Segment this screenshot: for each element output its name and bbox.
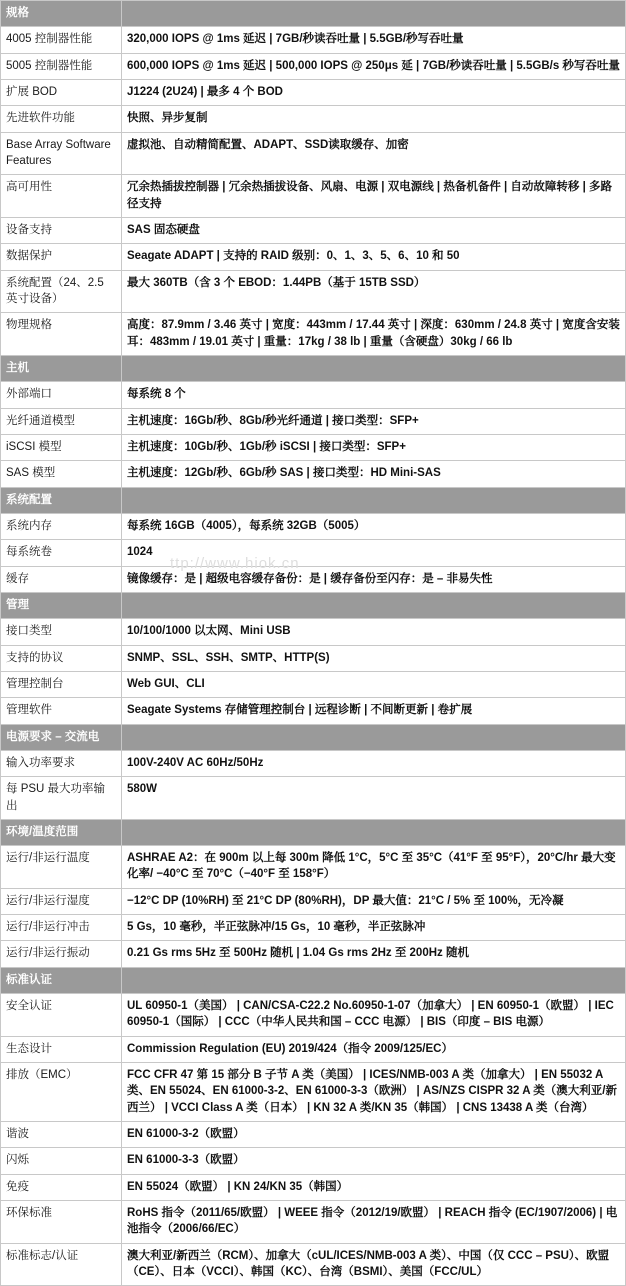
table-row (1, 994, 626, 1037)
section-title-filler (122, 819, 626, 845)
section-title-filler (122, 967, 626, 993)
table-row (1, 1063, 626, 1122)
spec-value: UL 60950-1（美国） | CAN/CSA-C22.2 No.60950-1-07（加拿大） | EN 60950-1（欧盟） | IEC 60950-1（国际） | CCC（中华人民共和国 – CCC 电源） | BIS（印度 – BIS 电源） (122, 994, 626, 1037)
spec-label: 运行/非运行振动 (1, 941, 122, 967)
table-row (1, 915, 626, 941)
spec-label: 物理规格 (1, 313, 122, 356)
table-row (1, 777, 626, 820)
table-row (1, 645, 626, 671)
table-row (1, 79, 626, 105)
spec-value: 0.21 Gs rms 5Hz 至 500Hz 随机 | 1.04 Gs rms 2Hz 至 200Hz 随机 (122, 941, 626, 967)
table-row (1, 750, 626, 776)
table-row (1, 1036, 626, 1062)
spec-label: 生态设计 (1, 1036, 122, 1062)
spec-label: 管理控制台 (1, 671, 122, 697)
section-title-filler (122, 355, 626, 381)
table-row (1, 244, 626, 270)
table-row (1, 566, 626, 592)
spec-value: Commission Regulation (EU) 2019/424（指令 2009/125/EC） (122, 1036, 626, 1062)
table-row (1, 1243, 626, 1286)
table-row (1, 540, 626, 566)
spec-value: EN 61000-3-3（欧盟） (122, 1148, 626, 1174)
spec-label: 数据保护 (1, 244, 122, 270)
table-row (1, 619, 626, 645)
spec-value: ASHRAE A2：在 900m 以上每 300m 降低 1°C，5°C 至 35°C（41°F 至 95°F），20°C/hr 最大变化率/ −40°C 至 70°C（−40°F 至 158°F） (122, 846, 626, 889)
section-title-filler (122, 1, 626, 27)
section-title: 主机 (1, 355, 122, 381)
spec-value: 5 Gs，10 毫秒，半正弦脉冲/15 Gs，10 毫秒，半正弦脉冲 (122, 915, 626, 941)
spec-label: 先进软件功能 (1, 106, 122, 132)
spec-value: 600,000 IOPS @ 1ms 延迟 | 500,000 IOPS @ 250μs 延 | 7GB/秒读吞吐量 | 5.5GB/s 秒写吞吐量 (122, 53, 626, 79)
section-title: 环境/温度范围 (1, 819, 122, 845)
table-row (1, 1201, 626, 1244)
spec-label: 排放（EMC） (1, 1063, 122, 1122)
table-row (1, 382, 626, 408)
section-title-filler (122, 487, 626, 513)
spec-value: FCC CFR 47 第 15 部分 B 子节 A 类（美国） | ICES/NMB-003 A 类（加拿大） | EN 55032 A 类、EN 55024、EN 61000-3-2、EN 61000-3-3（欧洲） | AS/NZS CISPR 32 A 类（澳大利亚/新西兰） | VCCI Class A 类（日本） | KN 32 A 类/KN 35（韩国） | CNS 13438 A 类（台湾） (122, 1063, 626, 1122)
spec-label: 环保标准 (1, 1201, 122, 1244)
table-row (1, 53, 626, 79)
section-header-row (1, 592, 626, 618)
spec-value: RoHS 指令（2011/65/欧盟） | WEEE 指令（2012/19/欧盟） | REACH 指令 (EC/1907/2006) | 电池指令（2006/66/EC） (122, 1201, 626, 1244)
spec-value: 镜像缓存：是 | 超级电容缓存备份：是 | 缓存备份至闪存：是 – 非易失性 (122, 566, 626, 592)
spec-value: Web GUI、CLI (122, 671, 626, 697)
spec-label: 接口类型 (1, 619, 122, 645)
spec-label: 缓存 (1, 566, 122, 592)
table-row (1, 698, 626, 724)
spec-value: EN 61000-3-2（欧盟） (122, 1122, 626, 1148)
section-title-filler (122, 592, 626, 618)
spec-value: 高度：87.9mm / 3.46 英寸 | 宽度：443mm / 17.44 英寸 | 深度：630mm / 24.8 英寸 | 宽度含安装耳：483mm / 19.01 英寸 | 重量：17kg / 38 lb | 重量（含硬盘）30kg / 66 lb (122, 313, 626, 356)
spec-label: 每 PSU 最大功率输出 (1, 777, 122, 820)
table-row (1, 1174, 626, 1200)
spec-label: 每系统卷 (1, 540, 122, 566)
table-row (1, 313, 626, 356)
spec-value: −12°C DP (10%RH) 至 21°C DP (80%RH)，DP 最大值：21°C / 5% 至 100%，无冷凝 (122, 888, 626, 914)
spec-value: 主机速度：16Gb/秒、8Gb/秒光纤通道 | 接口类型：SFP+ (122, 408, 626, 434)
spec-label: 谐波 (1, 1122, 122, 1148)
spec-label: 设备支持 (1, 217, 122, 243)
table-row (1, 941, 626, 967)
section-header-row (1, 1, 626, 27)
table-row (1, 106, 626, 132)
table-row (1, 671, 626, 697)
spec-label: 外部端口 (1, 382, 122, 408)
spec-label: 支持的协议 (1, 645, 122, 671)
section-title-filler (122, 724, 626, 750)
spec-value: J1224 (2U24) | 最多 4 个 BOD (122, 79, 626, 105)
spec-value: 主机速度：12Gb/秒、6Gb/秒 SAS | 接口类型：HD Mini-SAS (122, 461, 626, 487)
spec-value: 快照、异步复制 (122, 106, 626, 132)
watermark: ttp://www.hiok.cn (170, 555, 300, 572)
spec-label: 免疫 (1, 1174, 122, 1200)
table-row (1, 513, 626, 539)
spec-label: 4005 控制器性能 (1, 27, 122, 53)
spec-label: 标准标志/认证 (1, 1243, 122, 1286)
spec-label: 5005 控制器性能 (1, 53, 122, 79)
table-row (1, 888, 626, 914)
table-row (1, 461, 626, 487)
spec-value: SNMP、SSL、SSH、SMTP、HTTP(S) (122, 645, 626, 671)
section-title: 电源要求 – 交流电 (1, 724, 122, 750)
spec-label: 系统内存 (1, 513, 122, 539)
spec-label: iSCSI 模型 (1, 434, 122, 460)
spec-value: Seagate Systems 存储管理控制台 | 远程诊断 | 不间断更新 | 卷扩展 (122, 698, 626, 724)
spec-value: 1024 (122, 540, 626, 566)
spec-label: 系统配置（24、2.5 英寸设备） (1, 270, 122, 313)
spec-value: 主机速度：10Gb/秒、1Gb/秒 iSCSI | 接口类型：SFP+ (122, 434, 626, 460)
spec-value: 每系统 8 个 (122, 382, 626, 408)
table-row (1, 434, 626, 460)
table-row (1, 217, 626, 243)
table-row (1, 1148, 626, 1174)
section-header-row (1, 967, 626, 993)
spec-label: 管理软件 (1, 698, 122, 724)
table-row (1, 408, 626, 434)
section-title: 系统配置 (1, 487, 122, 513)
table-row (1, 27, 626, 53)
spec-value: SAS 固态硬盘 (122, 217, 626, 243)
table-row (1, 132, 626, 175)
spec-label: 运行/非运行温度 (1, 846, 122, 889)
spec-value: Seagate ADAPT | 支持的 RAID 级别：0、1、3、5、6、10 和 50 (122, 244, 626, 270)
spec-value: 580W (122, 777, 626, 820)
section-header-row (1, 355, 626, 381)
spec-value: 320,000 IOPS @ 1ms 延迟 | 7GB/秒读吞吐量 | 5.5GB/秒写吞吐量 (122, 27, 626, 53)
spec-value: EN 55024（欧盟） | KN 24/KN 35（韩国） (122, 1174, 626, 1200)
section-title: 管理 (1, 592, 122, 618)
table-row (1, 846, 626, 889)
table-body (1, 1, 626, 1286)
section-header-row (1, 819, 626, 845)
spec-value: 100V-240V AC 60Hz/50Hz (122, 750, 626, 776)
section-header-row (1, 487, 626, 513)
spec-label: 闪烁 (1, 1148, 122, 1174)
section-title: 标准认证 (1, 967, 122, 993)
spec-label: 输入功率要求 (1, 750, 122, 776)
spec-value: 10/100/1000 以太网、Mini USB (122, 619, 626, 645)
spec-value: 冗余热插拔控制器 | 冗余热插拔设备、风扇、电源 | 双电源线 | 热备机备件 | 自动故障转移 | 多路径支持 (122, 175, 626, 218)
section-title: 规格 (1, 1, 122, 27)
spec-label: 高可用性 (1, 175, 122, 218)
table-row (1, 270, 626, 313)
spec-label: 运行/非运行湿度 (1, 888, 122, 914)
table-row (1, 175, 626, 218)
spec-label: 扩展 BOD (1, 79, 122, 105)
spec-label: 运行/非运行冲击 (1, 915, 122, 941)
spec-label: 光纤通道模型 (1, 408, 122, 434)
spec-value: 虚拟池、自动精简配置、ADAPT、SSD读取缓存、加密 (122, 132, 626, 175)
spec-label: 安全认证 (1, 994, 122, 1037)
spec-label: SAS 模型 (1, 461, 122, 487)
spec-value: 澳大利亚/新西兰（RCM）、加拿大（cUL/ICES/NMB-003 A 类）、中国（仅 CCC – PSU）、欧盟（CE）、日本（VCCI）、韩国（KC）、台湾（BSMI）、美国（FCC/UL） (122, 1243, 626, 1286)
spec-value: 每系统 16GB（4005），每系统 32GB（5005） (122, 513, 626, 539)
spec-value: 最大 360TB（含 3 个 EBOD：1.44PB（基于 15TB SSD） (122, 270, 626, 313)
table-row (1, 1122, 626, 1148)
spec-label: Base Array Software Features (1, 132, 122, 175)
section-header-row (1, 724, 626, 750)
